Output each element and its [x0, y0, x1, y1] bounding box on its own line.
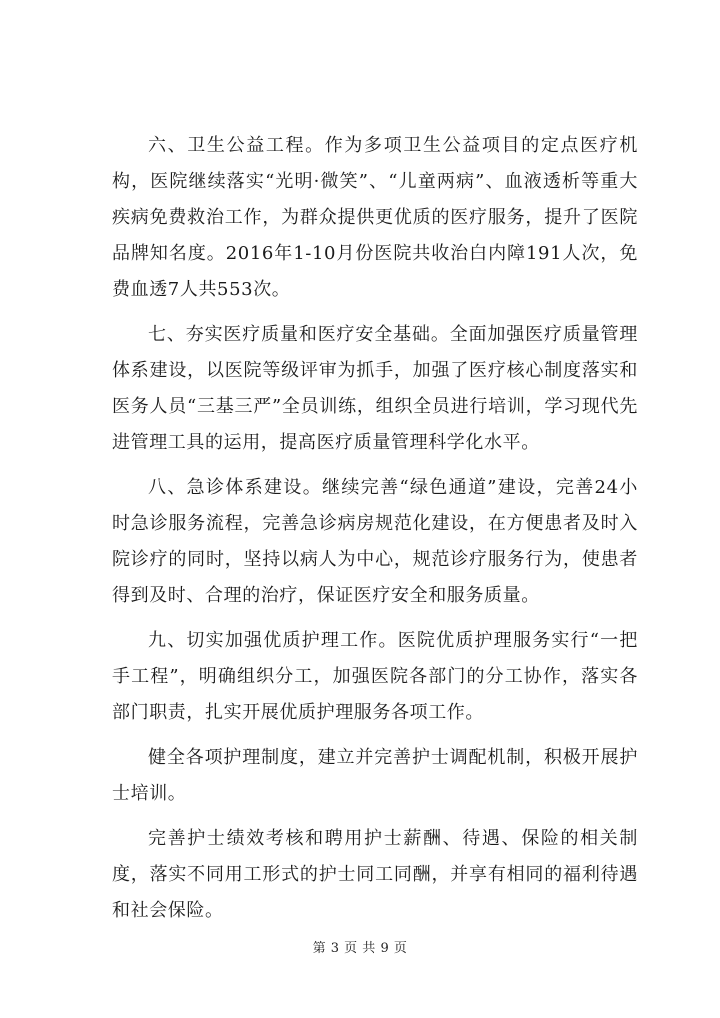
page-number-footer: 第 3 页 共 9 页: [312, 941, 408, 956]
paragraph-public-welfare: 六、卫生公益工程。作为多项卫生公益项目的定点医疗机构，医院继续落实“光明·微笑”、“儿童两病”、血液透析等重大疾病免费救治工作，为群众提供更优质的医疗服务，提升了医院品牌知名度。2016年1-10月份医院共收治白内障191人次，免费血透7人共553次。: [112, 135, 638, 300]
paragraph-emergency-system: 八、急诊体系建设。继续完善“绿色通道”建设，完善24小时急诊服务流程，完善急诊病房规范化建设，在方便患者及时入院诊疗的同时，坚持以病人为中心，规范诊疗服务行为，使患者得到及时、合理的治疗，保证医疗安全和服务质量。: [112, 477, 638, 606]
paragraph-medical-quality: 七、夯实医疗质量和医疗安全基础。全面加强医疗质量管理体系建设，以医院等级评审为抓手，加强了医疗核心制度落实和医务人员“三基三严”全员训练，组织全员进行培训，学习现代先进管理工具的运用，提高医疗质量管理科学化水平。: [112, 324, 638, 453]
document-body: [112, 128, 638, 938]
paragraph-nursing-system: 健全各项护理制度，建立并完善护士调配机制，积极开展护士培训。: [112, 747, 638, 804]
paragraph-quality-nursing: 九、切实加强优质护理工作。医院优质护理服务实行“一把手工程”，明确组织分工，加强医院各部门的分工协作，落实各部门职责，扎实开展优质护理服务各项工作。: [112, 630, 638, 723]
paragraph-nurse-compensation: 完善护士绩效考核和聘用护士薪酬、待遇、保险的相关制度，落实不同用工形式的护士同工同酬，并享有相同的福利待遇和社会保险。: [112, 828, 638, 921]
